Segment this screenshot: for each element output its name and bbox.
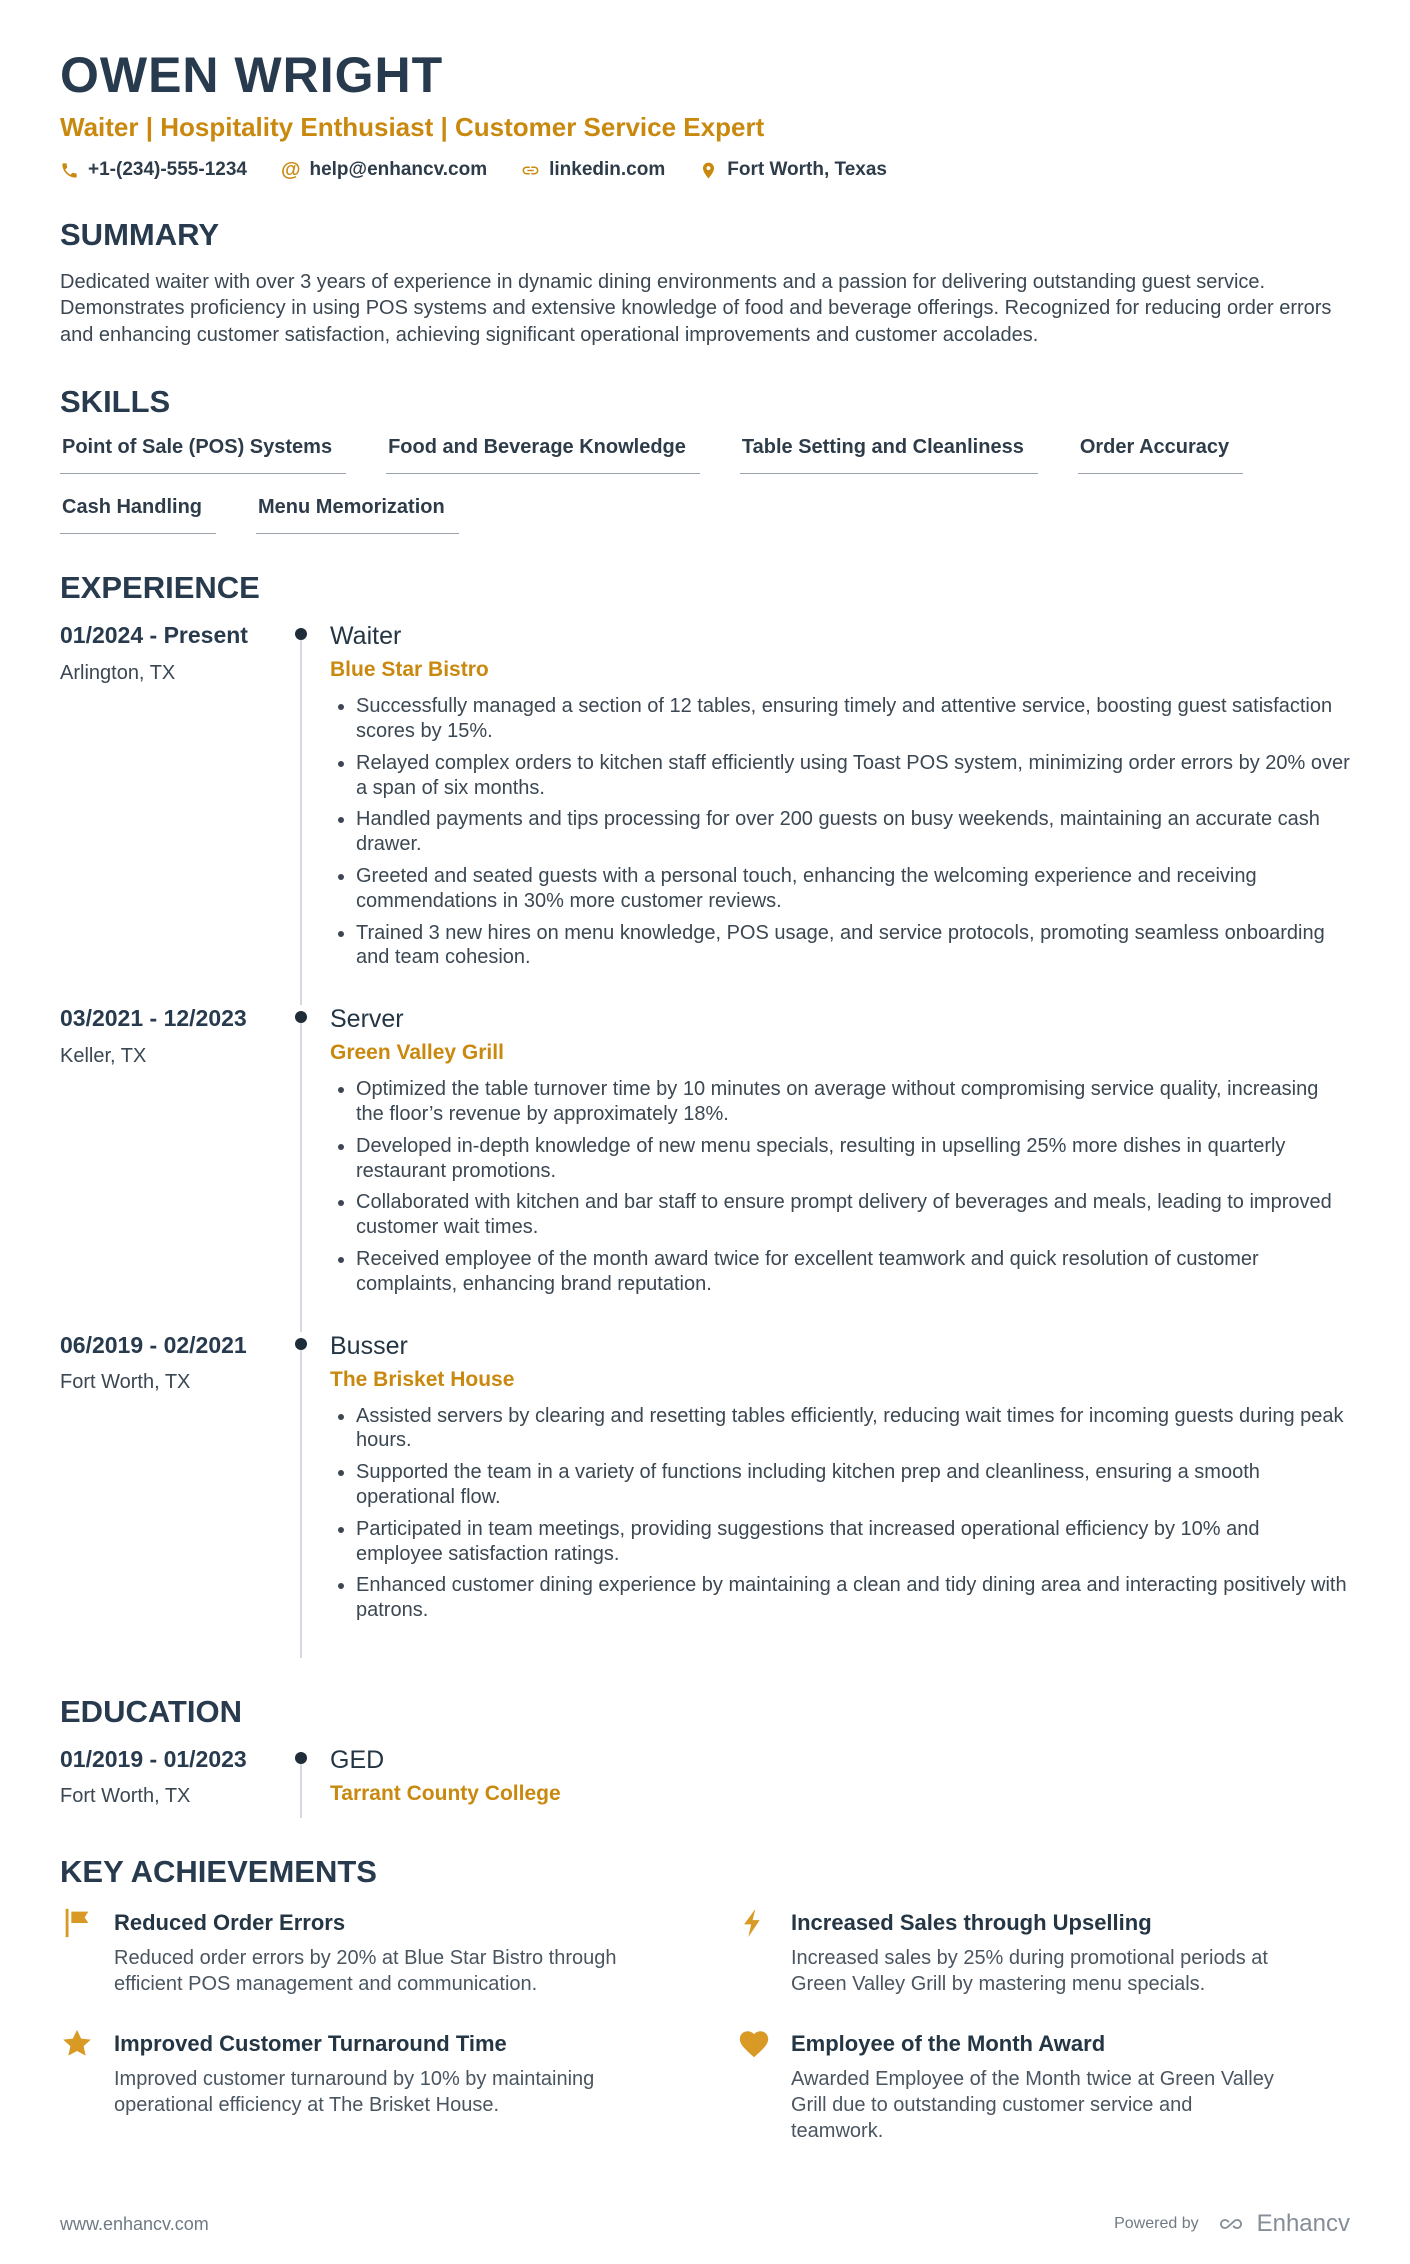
bullet: • Successfully managed a section of 12 tables, ensuring timely and attentive service, boosting guest satisfaction scores by 15%. [356, 694, 1350, 744]
page-footer [60, 2210, 1350, 2238]
entry-location: Arlington, TX [60, 661, 176, 684]
skill-item: Point of Sale (POS) Systems [60, 436, 346, 474]
bullet: • Participated in team meetings, providing suggestions that increased operational efficiency by 10% and employee satisfaction ratings. [356, 1517, 1350, 1567]
skill-item: Order Accuracy [1078, 436, 1243, 474]
phone-icon [60, 161, 79, 180]
timeline-dot [295, 1338, 307, 1350]
contact-phone [60, 159, 247, 181]
experience-heading: EXPERIENCE [60, 570, 260, 606]
timeline [272, 1746, 330, 1819]
at-icon: @ [280, 159, 301, 181]
timeline [272, 1332, 330, 1658]
achievements-heading: KEY ACHIEVEMENTS [60, 1854, 377, 1890]
timeline [272, 1005, 330, 1331]
powered-by-label: Powered by [1114, 2215, 1199, 2233]
achievement-body [791, 1906, 1280, 1997]
experience-entry [60, 622, 1350, 1005]
contact-row [60, 159, 1350, 181]
skill-item: Cash Handling [60, 496, 216, 534]
flag-icon [60, 1906, 96, 1945]
achievement-title: Reduced Order Errors [114, 1910, 346, 1936]
achievement-body [791, 2027, 1280, 2144]
bullet: • Developed in-depth knowledge of new menu specials, resulting in upselling 25% more dishes in quarterly restaurant promotions. [356, 1134, 1350, 1184]
skill-item: Menu Memorization [256, 496, 459, 534]
education-section [60, 1694, 1350, 1819]
contact-linkedin[interactable] [521, 159, 665, 181]
timeline-dot [295, 1752, 307, 1764]
skills-heading: SKILLS [60, 384, 171, 420]
achievements-section [60, 1854, 1350, 2144]
location-icon [699, 161, 718, 180]
contact-location-text: Fort Worth, Texas [727, 159, 887, 180]
entry-dates: 01/2019 - 01/2023 [60, 1745, 247, 1772]
achievement-title: Increased Sales through Upselling [791, 1910, 1152, 1936]
heart-icon [737, 2027, 773, 2066]
bullet-list [330, 694, 1350, 970]
entry-dates: 03/2021 - 12/2023 [60, 1005, 247, 1032]
company-name: Green Valley Grill [330, 1041, 504, 1065]
contact-email[interactable] [281, 159, 487, 181]
achievement-item [737, 1906, 1350, 1997]
timeline [272, 622, 330, 1005]
achievements-grid [60, 1906, 1350, 2144]
achievement-title: Employee of the Month Award [791, 2031, 1106, 2057]
bullet: • Collaborated with kitchen and bar staff to ensure prompt delivery of beverages and meals, leading to improved customer wait times. [356, 1190, 1350, 1240]
contact-email-text: help@enhancv.com [309, 159, 488, 180]
achievement-item [60, 2027, 737, 2144]
job-title: Waiter [330, 622, 402, 651]
link-icon [521, 161, 540, 180]
bolt-icon [737, 1906, 773, 1945]
entry-content [330, 1005, 1350, 1331]
timeline-line [300, 628, 302, 1005]
achievement-body [114, 1906, 667, 1997]
star-icon [60, 2027, 96, 2066]
company-name: The Brisket House [330, 1367, 515, 1391]
powered-by [1114, 2210, 1350, 2238]
timeline-dot [295, 628, 307, 640]
contact-location [699, 159, 887, 181]
summary-text: Dedicated waiter with over 3 years of experience in dynamic dining environments and a passion for delivering outstanding guest service. Demonstrates proficiency in using POS systems and extensive knowledge of food and beverage offerings. Recognized for reducing order errors and enhancing customer satisfaction, achieving significant operational improvements and customer accolades. [60, 271, 1332, 346]
company-name: Blue Star Bistro [330, 658, 489, 682]
entry-dates: 01/2024 - Present [60, 622, 248, 649]
skills-list [60, 436, 1350, 534]
entry-left [60, 1332, 272, 1658]
achievement-title: Improved Customer Turnaround Time [114, 2031, 507, 2057]
entry-content [330, 622, 1350, 1005]
bullet: • Supported the team in a variety of functions including kitchen prep and cleanliness, ensuring a smooth operational flow. [356, 1460, 1350, 1510]
achievement-description: Increased sales by 25% during promotional periods at Green Valley Grill by mastering menu specials. [791, 1947, 1268, 1996]
degree-title: GED [330, 1745, 385, 1774]
experience-section [60, 570, 1350, 1658]
bullet: • Received employee of the month award twice for excellent teamwork and quick resolution of customer complaints, enhancing brand reputation. [356, 1247, 1350, 1297]
bullet: • Trained 3 new hires on menu knowledge, POS usage, and service protocols, promoting seamless onboarding and team cohesion. [356, 921, 1350, 971]
education-entry [60, 1746, 1350, 1819]
school-name: Tarrant County College [330, 1781, 561, 1805]
enhancv-logo[interactable] [1213, 2210, 1350, 2238]
bullet-list [330, 1404, 1350, 1623]
entry-location: Keller, TX [60, 1044, 147, 1067]
skill-item: Food and Beverage Knowledge [386, 436, 700, 474]
achievement-description: Improved customer turnaround by 10% by maintaining operational efficiency at The Brisket House. [114, 2068, 595, 2117]
bullet: • Greeted and seated guests with a personal touch, enhancing the welcoming experience and receiving commendations in 30% more customer reviews. [356, 864, 1350, 914]
job-title: Busser [330, 1331, 408, 1360]
entry-dates: 06/2019 - 02/2021 [60, 1331, 247, 1358]
candidate-tagline: Waiter | Hospitality Enthusiast | Customer Service Expert [60, 112, 765, 142]
entry-left [60, 1746, 272, 1819]
contact-phone-text: +1-(234)-555-1234 [88, 159, 247, 180]
job-title: Server [330, 1005, 404, 1034]
bullet: • Assisted servers by clearing and resetting tables efficiently, reducing wait times for incoming guests during peak hours. [356, 1404, 1350, 1454]
bullet-list [330, 1077, 1350, 1296]
resume-header [60, 46, 1350, 181]
summary-heading: SUMMARY [60, 217, 220, 252]
infinity-icon [1213, 2213, 1249, 2235]
education-heading: EDUCATION [60, 1693, 242, 1729]
brand-name: Enhancv [1256, 2210, 1350, 2238]
summary-section [60, 217, 1350, 348]
footer-website-link[interactable]: www.enhancv.com [60, 2213, 209, 2234]
achievement-description: Reduced order errors by 20% at Blue Star Bistro through efficient POS management and communication. [114, 1947, 617, 1996]
candidate-name: OWEN WRIGHT [60, 47, 444, 103]
skill-item: Table Setting and Cleanliness [740, 436, 1038, 474]
achievement-body [114, 2027, 667, 2118]
bullet: • Optimized the table turnover time by 10 minutes on average without compromising service quality, increasing the floor’s revenue by approximately 18%. [356, 1077, 1350, 1127]
entry-left [60, 622, 272, 1005]
achievement-item [737, 2027, 1350, 2144]
entry-content [330, 1332, 1350, 1658]
achievement-description: Awarded Employee of the Month twice at Green Valley Grill due to outstanding customer service and teamwork. [791, 2068, 1274, 2143]
timeline-line [300, 1011, 302, 1331]
contact-linkedin-text: linkedin.com [549, 159, 666, 180]
entry-location: Fort Worth, TX [60, 1371, 191, 1394]
timeline-dot [295, 1011, 307, 1023]
bullet: • Relayed complex orders to kitchen staff efficiently using Toast POS system, minimizing order errors by 20% over a span of six months. [356, 751, 1350, 801]
entry-location: Fort Worth, TX [60, 1785, 191, 1808]
entry-content [330, 1746, 1350, 1819]
achievement-item [60, 1906, 737, 1997]
experience-entry [60, 1005, 1350, 1331]
experience-entry [60, 1332, 1350, 1658]
bullet: • Handled payments and tips processing for over 200 guests on busy weekends, maintaining an accurate cash drawer. [356, 807, 1350, 857]
timeline-line [300, 1338, 302, 1658]
skills-section [60, 384, 1350, 534]
bullet: • Enhanced customer dining experience by maintaining a clean and tidy dining area and interacting positively with patrons. [356, 1573, 1350, 1623]
entry-left [60, 1005, 272, 1331]
